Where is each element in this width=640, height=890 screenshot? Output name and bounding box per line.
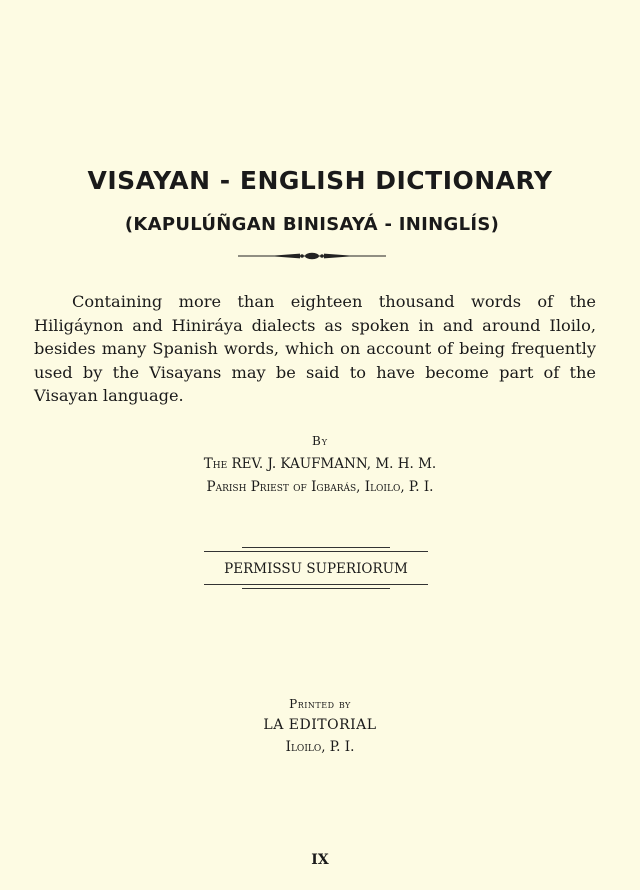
- top-rule-inner: [242, 547, 390, 548]
- permission-text: PERMISSU SUPERIORUM: [224, 561, 408, 577]
- dictionary-title: VISAYAN - ENGLISH DICTIONARY: [87, 166, 553, 195]
- page-number: IX: [311, 852, 329, 868]
- bottom-rule-outer: [204, 584, 428, 585]
- permission-box: [204, 546, 428, 592]
- publisher-location: Iloilo, P. I.: [285, 739, 355, 755]
- dictionary-subtitle: (KAPULÚÑGAN BINISAYÁ - ININGLÍS): [124, 214, 500, 235]
- author-position: Parish Priest of Igbarás, Iloilo, P. I.: [206, 479, 434, 495]
- description-paragraph: Containing more than eighteen thousand words of the Hiligáynon and Hiniráya dialects as spoken in and around Iloilo, besides many Spanish words, which on account of being frequently used by the Visayans may be said to have become part of the Visayan language.: [34, 292, 596, 405]
- top-rule-outer: [204, 551, 428, 552]
- printed-by-label: Printed by: [289, 697, 351, 711]
- bottom-rule-inner: [242, 588, 390, 589]
- publisher-name: LA EDITORIAL: [263, 717, 377, 733]
- by-label: By: [311, 434, 329, 448]
- author-name: The REV. J. KAUFMANN, M. H. M.: [203, 456, 437, 472]
- ornament-divider: [238, 250, 386, 262]
